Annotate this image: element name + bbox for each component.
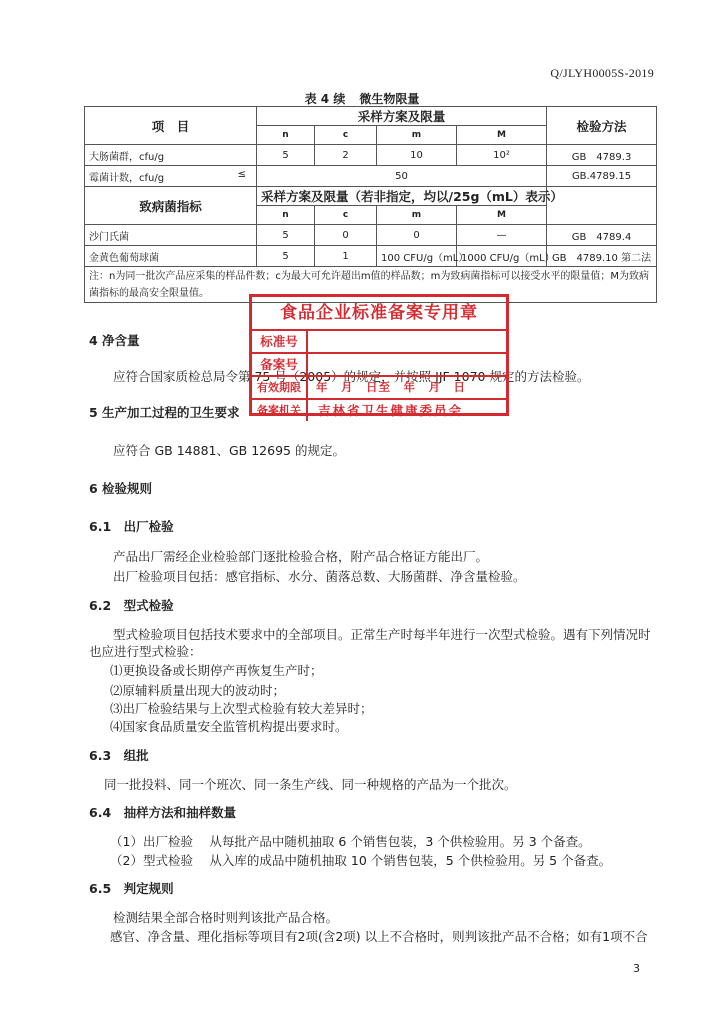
section-6-5-para1: 检测结果全部合格时则判该批产品合格。 — [113, 910, 339, 925]
stamp-title: 食品企业标准备案专用章 — [252, 297, 506, 331]
section-6-2-title: 6.2 型式检验 — [89, 598, 174, 613]
row-c: 1 — [315, 246, 377, 267]
row-method: GB 4789.10 第二法 — [547, 246, 657, 267]
header2-M: M — [457, 206, 547, 225]
section-4-body: 应符合国家质检总局令第 75 号（2005）的规定，并按照 JJF 1070 规定的方法检验。 — [113, 369, 590, 384]
row-n: 5 — [257, 225, 315, 246]
header-M: M — [457, 126, 547, 145]
table-caption-title: 微生物限量 — [359, 92, 420, 106]
row-method: GB.4789.15 — [547, 166, 657, 187]
row-m: 0 — [377, 225, 457, 246]
stamp-label: 有效期限 — [252, 377, 308, 398]
section-6-1-para1: 产品出厂需经企业检验部门逐批检验合格，附产品合格证方能出厂。 — [113, 549, 489, 564]
registration-stamp — [249, 294, 509, 416]
section-6-1-para2: 出厂检验项目包括：感官指标、水分、菌落总数、大肠菌群、净含量检验。 — [113, 569, 526, 584]
row-M: 10² — [457, 145, 547, 166]
section-6-2-list-item: ⑵原辅料质量出现大的波动时； — [110, 683, 286, 698]
section-6-4-list-item: （1）出厂检验 从每批产品中随机抽取 6 个销售包装，3 个供检验用。另 3 个备查。 — [110, 834, 591, 849]
table-row — [85, 166, 657, 187]
stamp-row — [252, 377, 506, 400]
row-name-text: 霉菌计数，cfu/g — [89, 172, 165, 184]
section-6-5-title: 6.5 判定规则 — [89, 881, 174, 896]
table-note: 注：n为同一批次产品应采集的样品件数；c为最大可允许超出m值的样品数；m为致病菌指标可以接受水平的限量值；M为致病菌指标的最高安全限量值。 — [85, 267, 657, 303]
section-5-title: 5 生产加工过程的卫生要求 — [89, 405, 240, 420]
table-row — [85, 246, 657, 267]
table-caption — [0, 90, 724, 107]
stamp-value: 年 月 日至 年 月 日 — [316, 380, 466, 394]
section-6-3-title: 6.3 组批 — [89, 748, 149, 763]
document-id: Q/JLYH0005S-2019 — [550, 66, 654, 80]
row-c: 0 — [315, 225, 377, 246]
stamp-value — [308, 331, 506, 352]
header-pathogen-plan: 采样方案及限量（若非指定，均以/25g（mL）表示） — [257, 187, 547, 206]
header2-c: c — [315, 206, 377, 225]
section-6-2-list-item: ⑶出厂检验结果与上次型式检验有较大差异时； — [110, 701, 373, 716]
stamp-label: 备案机关 — [252, 400, 308, 421]
section-6-3-body: 同一批投料、同一个班次、同一条生产线、同一种规格的产品为一个批次。 — [104, 777, 517, 792]
table-caption-number: 表 4 续 — [304, 92, 346, 106]
row-le-symbol: ≤ — [237, 168, 246, 180]
section-6-1-title: 6.1 出厂检验 — [89, 519, 174, 534]
row-M: — — [457, 225, 547, 246]
microbial-limits-table — [84, 106, 657, 303]
header-m: m — [377, 126, 457, 145]
section-6-2-para1: 型式检验项目包括技术要求中的全部项目。正常生产时每半年进行一次型式检验。遇有下列情况时 — [113, 627, 651, 642]
row-m: 10 — [377, 145, 457, 166]
row-c: 2 — [315, 145, 377, 166]
stamp-value: 吉林省卫生健康委员会 — [318, 403, 464, 418]
page-number: 3 — [633, 962, 640, 975]
section-6-4-title: 6.4 抽样方法和抽样数量 — [89, 805, 237, 820]
table-row — [85, 225, 657, 246]
section-6-2-list-item: ⑴更换设备或长期停产再恢复生产时； — [110, 663, 323, 678]
header-pathogen: 致病菌指标 — [85, 187, 257, 225]
row-m: 100 CFU/g（mL） — [377, 246, 457, 267]
section-5-body: 应符合 GB 14881、GB 12695 的规定。 — [113, 443, 345, 458]
header-pathogen-method — [547, 187, 657, 225]
stamp-value — [308, 354, 506, 375]
stamp-row — [252, 400, 506, 421]
stamp-label: 标准号 — [252, 331, 308, 352]
stamp-row — [252, 354, 506, 377]
row-name: 大肠菌群，cfu/g — [85, 145, 257, 166]
header-method: 检验方法 — [547, 107, 657, 145]
header-item: 项 目 — [85, 107, 257, 145]
row-merged-limit: 50 — [257, 166, 547, 187]
header2-m: m — [377, 206, 457, 225]
table-row — [85, 145, 657, 166]
row-n: 5 — [257, 246, 315, 267]
section-6-5-para2: 感官、净含量、理化指标等项目有2项(含2项) 以上不合格时，则判该批产品不合格；如有1项不合 — [110, 929, 648, 944]
section-6-2-para1-cont: 也应进行型式检验： — [89, 644, 202, 659]
row-method: GB 4789.4 — [547, 225, 657, 246]
header-n: n — [257, 126, 315, 145]
row-name: 金黄色葡萄球菌 — [85, 246, 257, 267]
header-plan: 采样方案及限量 — [257, 107, 547, 126]
section-6-title: 6 检验规则 — [89, 481, 153, 496]
stamp-label: 备案号 — [252, 354, 308, 375]
header-c: c — [315, 126, 377, 145]
section-6-4-list-item: （2）型式检验 从入库的成品中随机抽取 10 个销售包装，5 个供检验用。另 5 个备查。 — [110, 853, 612, 868]
row-method: GB 4789.3 — [547, 145, 657, 166]
section-4-title: 4 净含量 — [89, 333, 140, 348]
section-6-2-list-item: ⑷国家食品质量安全监管机构提出要求时。 — [110, 719, 348, 734]
row-n: 5 — [257, 145, 315, 166]
stamp-row — [252, 331, 506, 354]
row-name: 沙门氏菌 — [85, 225, 257, 246]
row-M: 1000 CFU/g（mL） — [457, 246, 547, 267]
row-name — [85, 166, 257, 187]
header2-n: n — [257, 206, 315, 225]
